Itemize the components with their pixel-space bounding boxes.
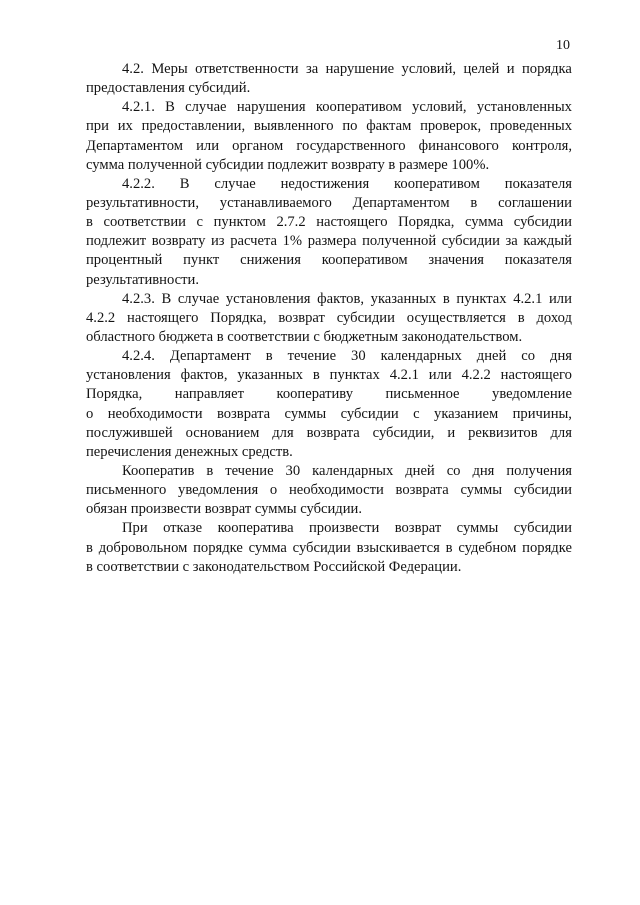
text-line xyxy=(86,424,572,443)
word: в xyxy=(517,309,525,326)
word: недостижения xyxy=(280,175,370,192)
word: добровольном xyxy=(98,539,188,556)
text-line: сумма полученной субсидии подлежит возврату в размере 100%. xyxy=(86,156,490,173)
word: с xyxy=(196,214,204,231)
word: 30 xyxy=(285,462,301,479)
word: процентный xyxy=(86,252,163,269)
word: указанных xyxy=(370,290,437,307)
word: каждый xyxy=(523,233,572,250)
word: фактов, xyxy=(317,290,365,307)
word: суммы xyxy=(460,482,503,499)
word: по xyxy=(342,118,358,135)
word: случае xyxy=(177,290,220,307)
word: условий, xyxy=(401,61,457,77)
word: судебном xyxy=(458,539,517,556)
word: 4.2. xyxy=(122,61,144,77)
word: суммы xyxy=(456,520,499,537)
word: расчета xyxy=(230,233,277,250)
word: и xyxy=(506,61,515,77)
word: государственного xyxy=(296,137,406,154)
text-line xyxy=(86,385,572,404)
word: в xyxy=(445,539,453,556)
word: 4.2.3. xyxy=(122,290,155,307)
text-line: областного бюджета в соответствии с бюджетным законодательством. xyxy=(86,328,523,345)
word: за xyxy=(505,233,518,250)
text-line xyxy=(86,137,572,156)
word: послужившей xyxy=(86,424,173,441)
word: календарных xyxy=(312,462,394,479)
text-line xyxy=(86,213,572,232)
word: сумма xyxy=(248,539,287,556)
word: возврат xyxy=(394,520,442,537)
word: соглашении xyxy=(498,194,572,211)
word: Кооператив xyxy=(122,462,195,479)
word: органом xyxy=(232,137,284,154)
text-line: перечисления денежных средств. xyxy=(86,443,293,460)
word: осуществляется xyxy=(406,309,506,326)
word: кооперативом xyxy=(394,175,480,192)
word: и xyxy=(447,424,456,441)
word: результативности, xyxy=(86,194,199,211)
word: в xyxy=(86,539,93,556)
word: нарушения xyxy=(236,99,306,116)
word: целей xyxy=(463,61,500,77)
word: о xyxy=(86,405,94,422)
word: или xyxy=(196,137,220,154)
word: 4.2.4. xyxy=(122,348,155,365)
word: снижения xyxy=(240,252,301,269)
word: кооператива xyxy=(217,520,294,537)
word: со xyxy=(521,348,536,365)
word: основанием xyxy=(185,424,260,441)
word: порядке xyxy=(193,539,243,556)
word: за xyxy=(305,61,319,77)
word: возврата xyxy=(306,424,360,441)
word: соответствии xyxy=(103,214,186,231)
text-line xyxy=(86,481,572,500)
word: случае xyxy=(185,99,227,116)
word: с xyxy=(413,405,420,422)
text-line xyxy=(86,98,572,117)
word: установленных xyxy=(476,99,572,116)
document-body xyxy=(86,60,572,577)
word: случае xyxy=(214,175,256,192)
word: 30 xyxy=(351,348,366,365)
word: кооперативом xyxy=(315,99,402,116)
word: дней xyxy=(476,348,507,365)
word: Департаментом xyxy=(352,194,450,211)
word: субсидии xyxy=(292,539,351,556)
text-line: обязан произвести возврат суммы субсидии. xyxy=(86,501,362,518)
text-line: предоставления субсидий. xyxy=(86,80,251,97)
word: направляет xyxy=(174,386,244,403)
text-line xyxy=(86,519,572,538)
word: возврата xyxy=(395,482,449,499)
word: реквизитов xyxy=(468,424,538,441)
word: течение xyxy=(225,462,274,479)
word: уведомления xyxy=(178,482,259,499)
word: письменное xyxy=(385,386,460,403)
word: подлежит xyxy=(86,233,147,250)
text-line xyxy=(86,232,572,251)
word: дня xyxy=(550,348,572,365)
word: фактам xyxy=(366,118,412,135)
word: настоящего xyxy=(316,214,388,231)
word: указанных xyxy=(237,367,303,384)
word: ответственности xyxy=(195,61,299,77)
word: для xyxy=(550,424,572,441)
word: в xyxy=(312,367,320,384)
word: субсидии xyxy=(441,233,500,250)
word: 4.2.2. xyxy=(122,175,155,192)
word: в xyxy=(265,348,273,365)
word: порядке xyxy=(522,539,572,556)
word: субсидии, xyxy=(372,424,435,441)
word: для xyxy=(272,424,294,441)
text-line xyxy=(86,251,572,270)
word: в xyxy=(470,194,478,211)
text-line xyxy=(86,194,572,213)
word: необходимости xyxy=(107,405,203,422)
word: 4.2.1 xyxy=(389,367,419,384)
word: Департаментом xyxy=(86,137,183,154)
word: В xyxy=(179,175,190,192)
word: в xyxy=(86,214,93,231)
word: указанием xyxy=(434,405,499,422)
word: полученной xyxy=(362,233,437,250)
word: Порядка, xyxy=(398,214,455,231)
word: устанавливаемого xyxy=(219,194,332,211)
text-line xyxy=(86,405,572,424)
word: контроля, xyxy=(511,137,572,154)
word: 4.2.2 xyxy=(461,367,491,384)
text-line xyxy=(86,290,572,309)
word: показателя xyxy=(504,252,572,269)
word: пунктах xyxy=(329,367,380,384)
word: дня xyxy=(472,462,495,479)
word: суммы xyxy=(284,405,327,422)
word: пунктом xyxy=(213,214,266,231)
word: возврату xyxy=(151,233,206,250)
word: доход xyxy=(536,309,572,326)
word: письменного xyxy=(86,482,167,499)
word: Порядка, xyxy=(86,386,143,403)
word: настоящего xyxy=(127,309,199,326)
word: уведомление xyxy=(492,386,572,403)
text-line xyxy=(86,539,572,558)
word: причины, xyxy=(512,405,572,422)
word: порядка xyxy=(522,61,572,77)
word: из xyxy=(211,233,225,250)
word: Меры xyxy=(151,61,188,77)
word: сумма xyxy=(464,214,504,231)
word: течение xyxy=(287,348,337,365)
word: календарных xyxy=(380,348,462,365)
word: проверок, xyxy=(420,118,482,135)
word: 4.2.1. xyxy=(122,99,155,116)
word: выявленного xyxy=(253,118,334,135)
word: возврат xyxy=(278,309,325,326)
word: произвести xyxy=(309,520,380,537)
word: кооперативом xyxy=(321,252,408,269)
word: значения xyxy=(428,252,484,269)
word: финансового xyxy=(418,137,499,154)
word: необходимости xyxy=(288,482,384,499)
word: субсидии xyxy=(513,482,572,499)
text-line xyxy=(86,60,572,79)
text-line: результативности. xyxy=(86,271,199,288)
word: настоящего xyxy=(500,367,572,384)
word: или xyxy=(549,290,572,307)
text-line xyxy=(86,462,572,481)
word: возврата xyxy=(216,405,271,422)
word: 2.7.2 xyxy=(276,214,306,231)
word: отказе xyxy=(163,520,203,537)
word: фактов, xyxy=(180,367,228,384)
word: со xyxy=(446,462,461,479)
word: кооперативу xyxy=(276,386,353,403)
text-line xyxy=(86,309,572,328)
word: Департамент xyxy=(169,348,251,365)
word: получения xyxy=(506,462,572,479)
word: 1% xyxy=(282,233,303,250)
word: их xyxy=(117,118,133,135)
word: 4.2.2 xyxy=(86,309,116,326)
word: при xyxy=(86,118,109,135)
word: или xyxy=(428,367,452,384)
word: в xyxy=(206,462,214,479)
word: условий, xyxy=(412,99,467,116)
word: пункт xyxy=(183,252,220,269)
text-line xyxy=(86,175,572,194)
word: установления xyxy=(225,290,311,307)
word: субсидии xyxy=(336,309,395,326)
text-line xyxy=(86,347,572,366)
text-line: в соответствии с законодательством Российской Федерации. xyxy=(86,558,462,575)
word: показателя xyxy=(504,175,572,192)
word: пунктах xyxy=(456,290,507,307)
word: взыскивается xyxy=(356,539,440,556)
page-number: 10 xyxy=(556,38,570,53)
word: в xyxy=(442,290,450,307)
text-line xyxy=(86,117,572,136)
word: субсидии xyxy=(513,520,572,537)
word: установления xyxy=(86,367,171,384)
word: субсидии xyxy=(513,214,572,231)
word: При xyxy=(122,520,148,537)
word: субсидии xyxy=(340,405,399,422)
word: о xyxy=(269,482,278,499)
word: нарушение xyxy=(325,61,395,77)
text-line xyxy=(86,366,572,385)
word: 4.2.1 xyxy=(513,290,543,307)
word: предоставлении, xyxy=(141,118,246,135)
word: проведенных xyxy=(489,118,572,135)
word: В xyxy=(161,290,172,307)
word: В xyxy=(165,99,175,116)
word: дней xyxy=(405,462,435,479)
word: размера xyxy=(307,233,357,250)
word: Порядка, xyxy=(210,309,267,326)
